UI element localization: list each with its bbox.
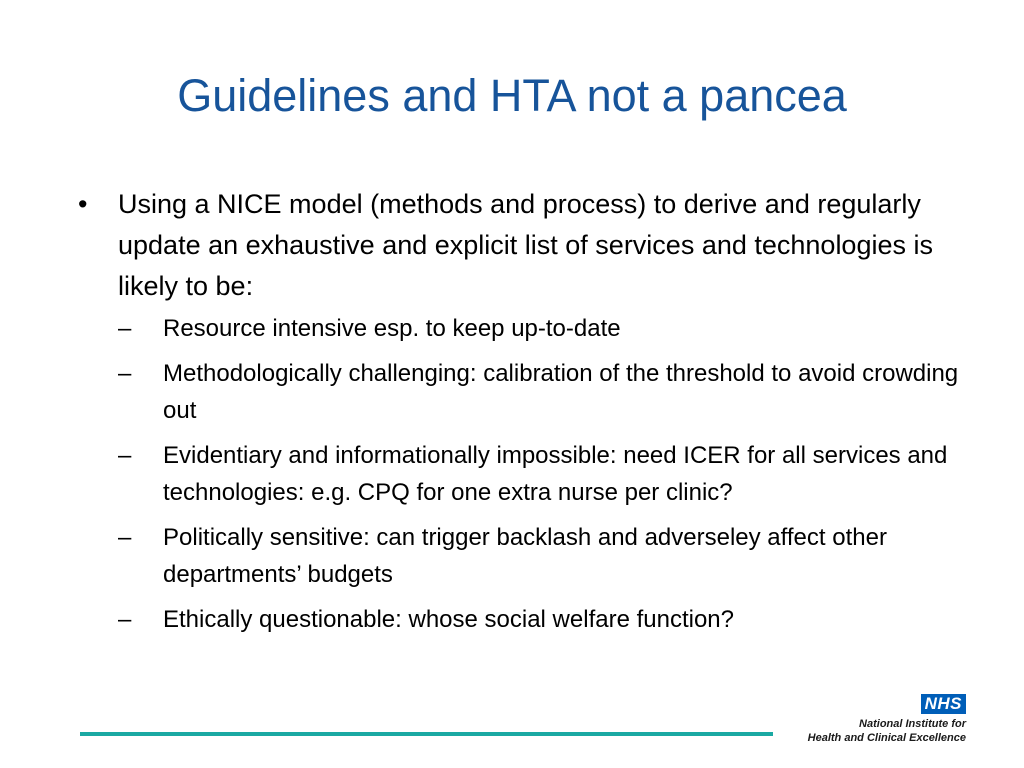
sub-bullet-list [118,310,978,638]
nhs-badge: NHS [921,694,966,714]
sub-bullet-text: Methodologically challenging: calibration of the threshold to avoid crowding out [163,360,959,424]
sub-bullet-text: Ethically questionable: whose social welfare function? [163,606,734,633]
logo-line-1: National Institute for [859,718,966,730]
sub-bullet-text: Resource intensive esp. to keep up-to-date [163,315,621,342]
footer-rule [80,732,773,736]
bullet-list [78,184,978,646]
sub-bullet-text: Politically sensitive: can trigger backlash and adverseley affect other departments’ budgets [163,524,887,588]
slide-title: Guidelines and HTA not a pancea [177,70,847,121]
sub-bullet-item [118,310,978,347]
sub-bullet-text: Evidentiary and informationally impossible: need ICER for all services and technologies: e.g. CPQ for one extra nurse per clinic? [163,442,948,506]
sub-bullet-dash: – [118,606,132,633]
sub-bullet-item [118,601,978,638]
sub-bullet-dash: – [118,524,132,551]
sub-bullet-dash: – [118,315,132,342]
nice-logo [802,694,972,746]
bullet-marker: • [78,189,88,219]
logo-line-2: Health and Clinical Excellence [807,732,966,744]
sub-bullet-dash: – [118,360,132,387]
sub-bullet-item [118,437,978,511]
sub-bullet-item [118,355,978,429]
sub-bullet-item [118,519,978,593]
bullet-item [78,184,978,638]
sub-bullet-dash: – [118,442,132,469]
bullet-text: Using a NICE model (methods and process) to derive and regularly update an exhaustive and explicit list of services and technologies is likely to be: [118,189,933,301]
